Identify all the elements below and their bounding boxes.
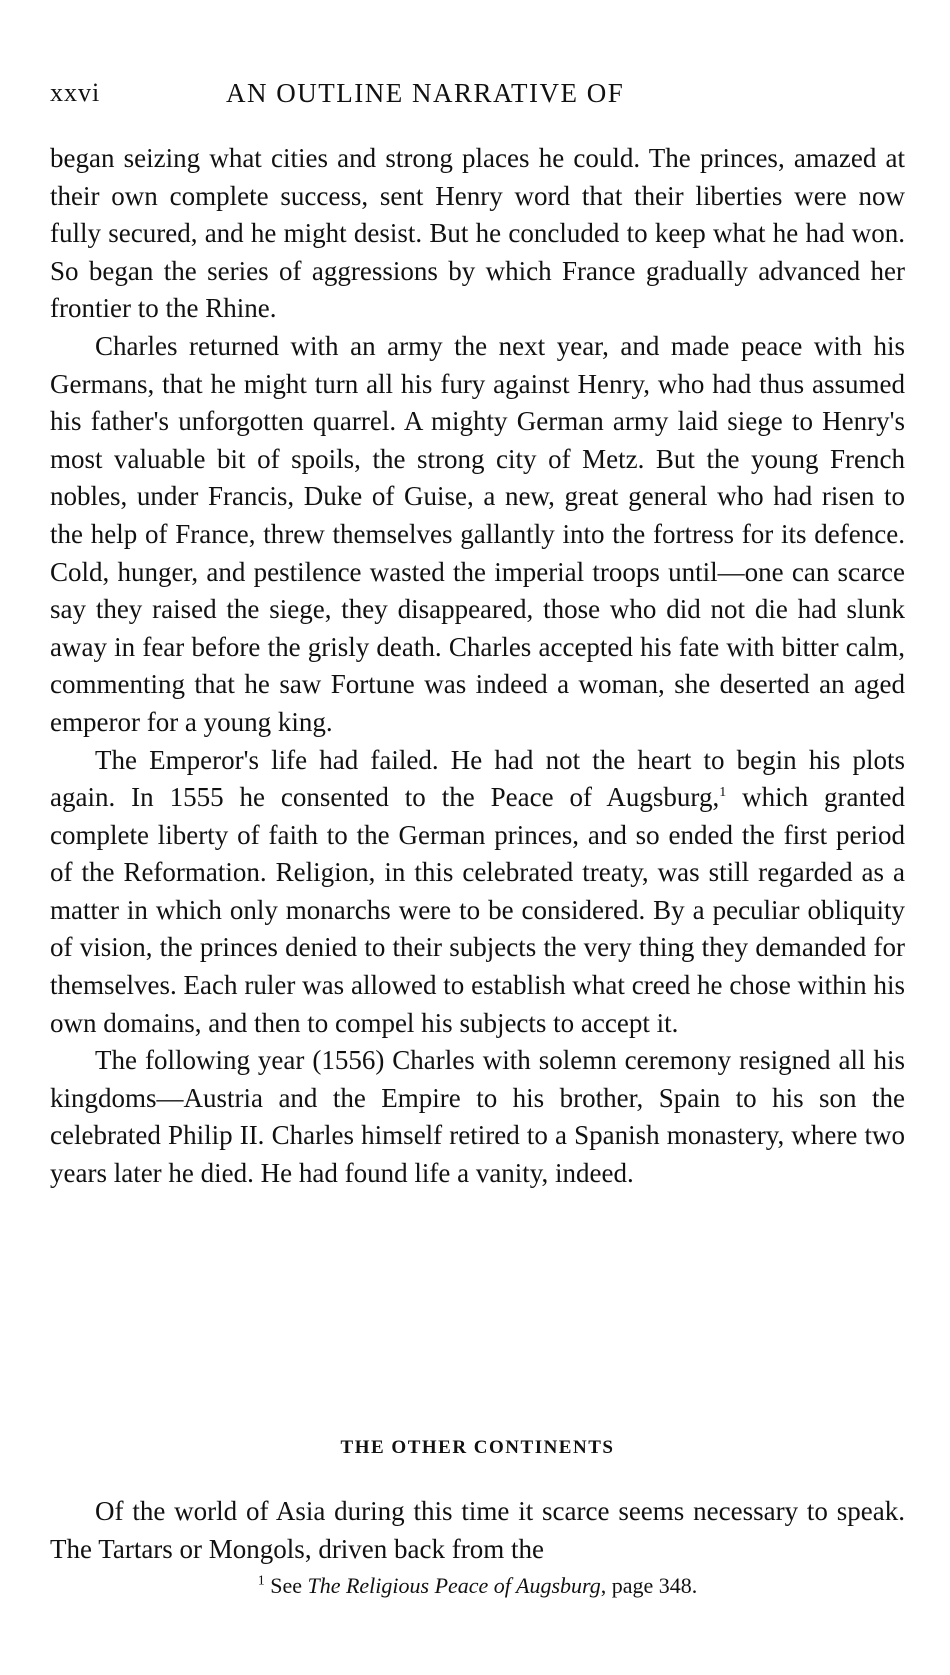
paragraph: began seizing what cities and strong places he could. The princes, amazed at their own complete success, sent Henry word that their liberties were now fully secured, and he might desist. But he concluded to keep what he had won. So began the series of aggressions by which France gradually advanced her frontier to the Rhine.: [50, 143, 905, 324]
footnote-prefix: See: [264, 1573, 308, 1598]
body-text: [50, 140, 905, 1193]
running-title: AN OUTLINE NARRATIVE OF: [226, 78, 625, 108]
paragraph: Charles returned with an army the next year, and made peace with his Germans, that he might turn all his fury against Henry, who had thus assumed his father's unforgotten quarrel. A mighty German army laid siege to Henry's most valuable bit of spoils, the strong city of Metz. But the young French nobles, under Francis, Duke of Guise, a new, great general who had risen to the help of France, threw themselves gallantly into the fortress for its defence. Cold, hunger, and pestilence wasted the imperial troops until—one can scarce say they raised the siege, they disappeared, those who did not die had slunk away in fear before the grisly death. Charles accepted his fate with bitter calm, commenting that he saw Fortune was indeed a woman, she deserted an aged emperor for a young king.: [50, 330, 905, 737]
section-text: [50, 1493, 905, 1568]
footnote-suffix: , page 348.: [600, 1573, 698, 1598]
paragraph-text: The Emperor's life had failed. He had not the heart to begin his plots again. In 1555 he consented to the Peace of Augsburg,: [50, 744, 905, 813]
paragraph-text: which granted complete liberty of faith to the German princes, and so ended the first period of the Reformation. Religion, in this celebrated treaty, was still regarded as a matter in which only monarchs were to be considered. By a peculiar obliquity of vision, the princes denied to their subjects the very thing they demanded for themselves. Each ruler was allowed to establish what creed he chose within his own domains, and then to compel his subjects to accept it.: [50, 782, 905, 1038]
footnote-title: The Religious Peace of Augsburg: [307, 1573, 601, 1598]
footnote: [50, 1573, 905, 1599]
paragraph: Of the world of Asia during this time it scarce seems necessary to speak. The Tartars or Mongols, driven back from the: [50, 1496, 905, 1564]
page-number: xxvi: [50, 78, 101, 107]
footnote-marker: 1: [257, 1573, 265, 1589]
footnote-marker: 1: [719, 785, 727, 801]
paragraph: The following year (1556) Charles with solemn ceremony resigned all his kingdoms—Austria and the Empire to his brother, Spain to his son the celebrated Philip II. Charles himself retired to a Spanish monastery, where two years later he died. He had found life a vanity, indeed.: [50, 1045, 905, 1189]
paragraph: [50, 742, 905, 1043]
section-heading: THE OTHER CONTINENTS: [340, 1437, 615, 1458]
running-head: [50, 78, 905, 118]
book-page: [50, 0, 905, 1675]
